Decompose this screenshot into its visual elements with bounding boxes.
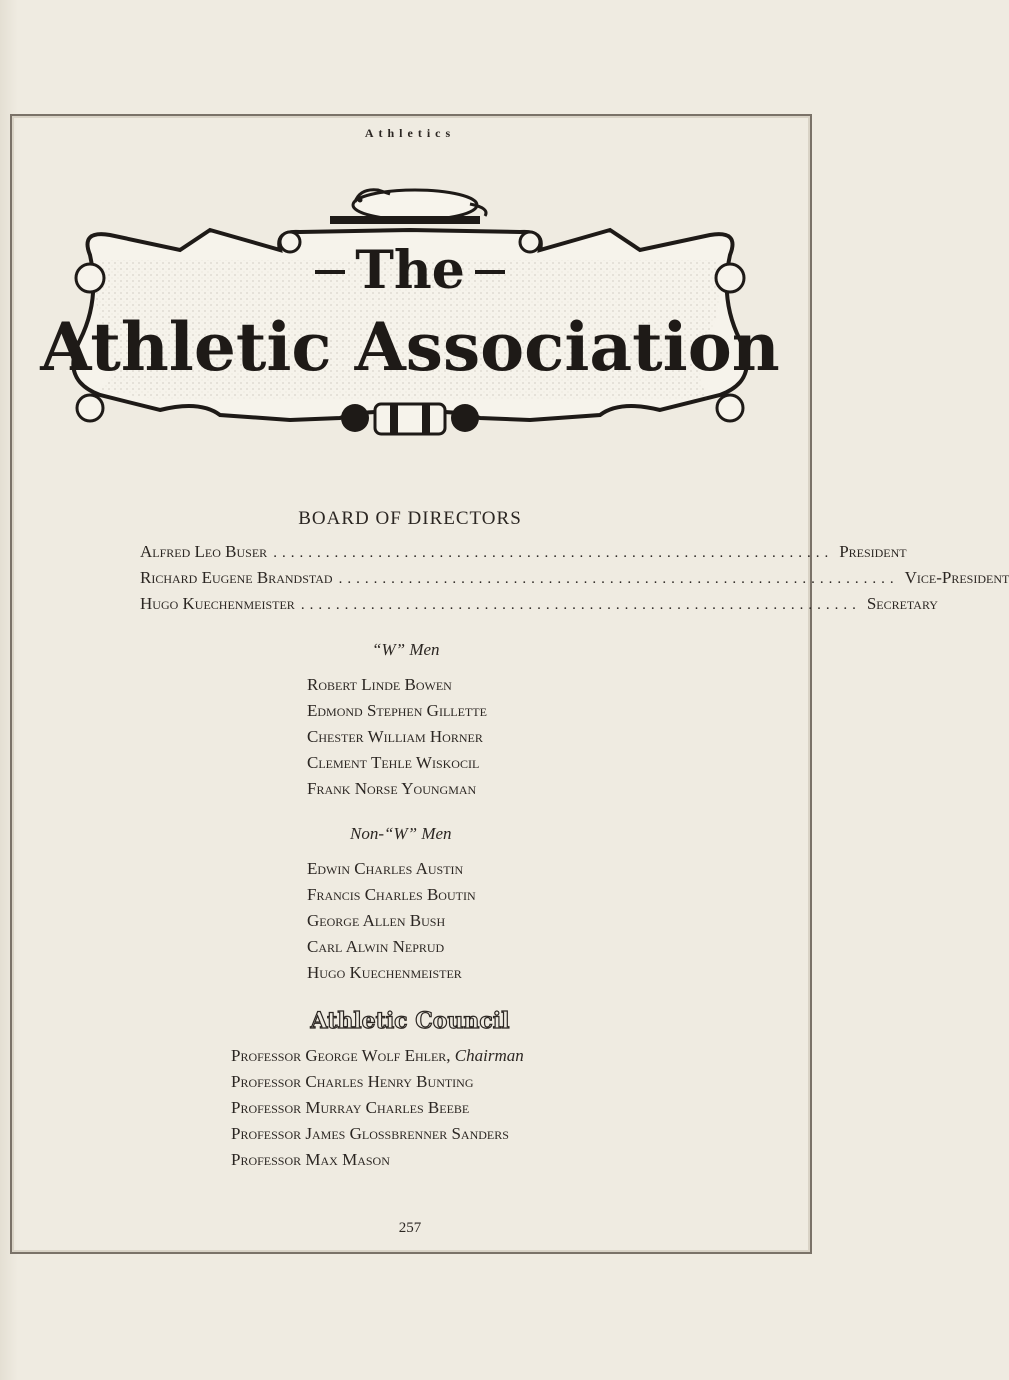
officer-title: Secretary: [866, 594, 938, 613]
leader-dots: ................................................................: [338, 571, 899, 587]
title-banner: [40, 160, 780, 460]
list-item: Robert Linde Bowen: [307, 675, 452, 694]
banner-title: Athletic Association: [40, 308, 780, 386]
list-item: Hugo Kuechenmeister: [307, 963, 462, 982]
list-item: Clement Tehle Wiskocil: [307, 753, 480, 772]
list-item: Edwin Charles Austin: [307, 859, 464, 878]
w-men-heading: “W” Men: [372, 640, 440, 659]
leader-dots: ................................................................: [273, 545, 834, 561]
list-item: Edmond Stephen Gillette: [307, 701, 487, 720]
council-list: [231, 1043, 524, 1173]
svg-text:Athletic Council: Athletic Council: [310, 1008, 510, 1034]
officer-name: Hugo Kuechenmeister: [140, 594, 295, 613]
banner-pretitle: The: [355, 240, 465, 301]
officer-row: [140, 568, 1009, 592]
list-item: Frank Norse Youngman: [307, 779, 477, 798]
non-w-men-heading: Non-“W” Men: [350, 824, 452, 843]
list-item: Professor George Wolf Ehler, Chairman: [231, 1046, 524, 1065]
page-number: 257: [398, 1220, 422, 1236]
list-item: Professor Murray Charles Beebe: [231, 1098, 470, 1117]
officer-row: [140, 594, 938, 618]
leader-dots: ................................................................: [300, 597, 861, 613]
list-item: George Allen Bush: [307, 911, 446, 930]
officer-name: Alfred Leo Buser: [140, 542, 268, 561]
officer-title: Vice-President: [904, 568, 1009, 587]
council-heading: [0, 1004, 820, 1041]
non-w-men-list: [307, 856, 476, 986]
council-heading-lettering: [310, 1004, 510, 1036]
running-head: Athletics: [364, 126, 456, 140]
list-item: Francis Charles Boutin: [307, 885, 476, 904]
w-men-list: [307, 672, 487, 802]
badger-icon: [330, 190, 486, 224]
list-item: Carl Alwin Neprud: [307, 937, 445, 956]
list-item: Professor Charles Henry Bunting: [231, 1072, 474, 1091]
list-item: Chester William Horner: [307, 727, 483, 746]
board-heading: BOARD OF DIRECTORS: [298, 508, 522, 529]
list-item: Professor James Glossbrenner Sanders: [231, 1124, 509, 1143]
officer-row: [140, 542, 907, 566]
officer-name: Richard Eugene Brandstad: [140, 568, 333, 587]
list-item: Professor Max Mason: [231, 1150, 390, 1169]
officer-title: President: [839, 542, 907, 561]
